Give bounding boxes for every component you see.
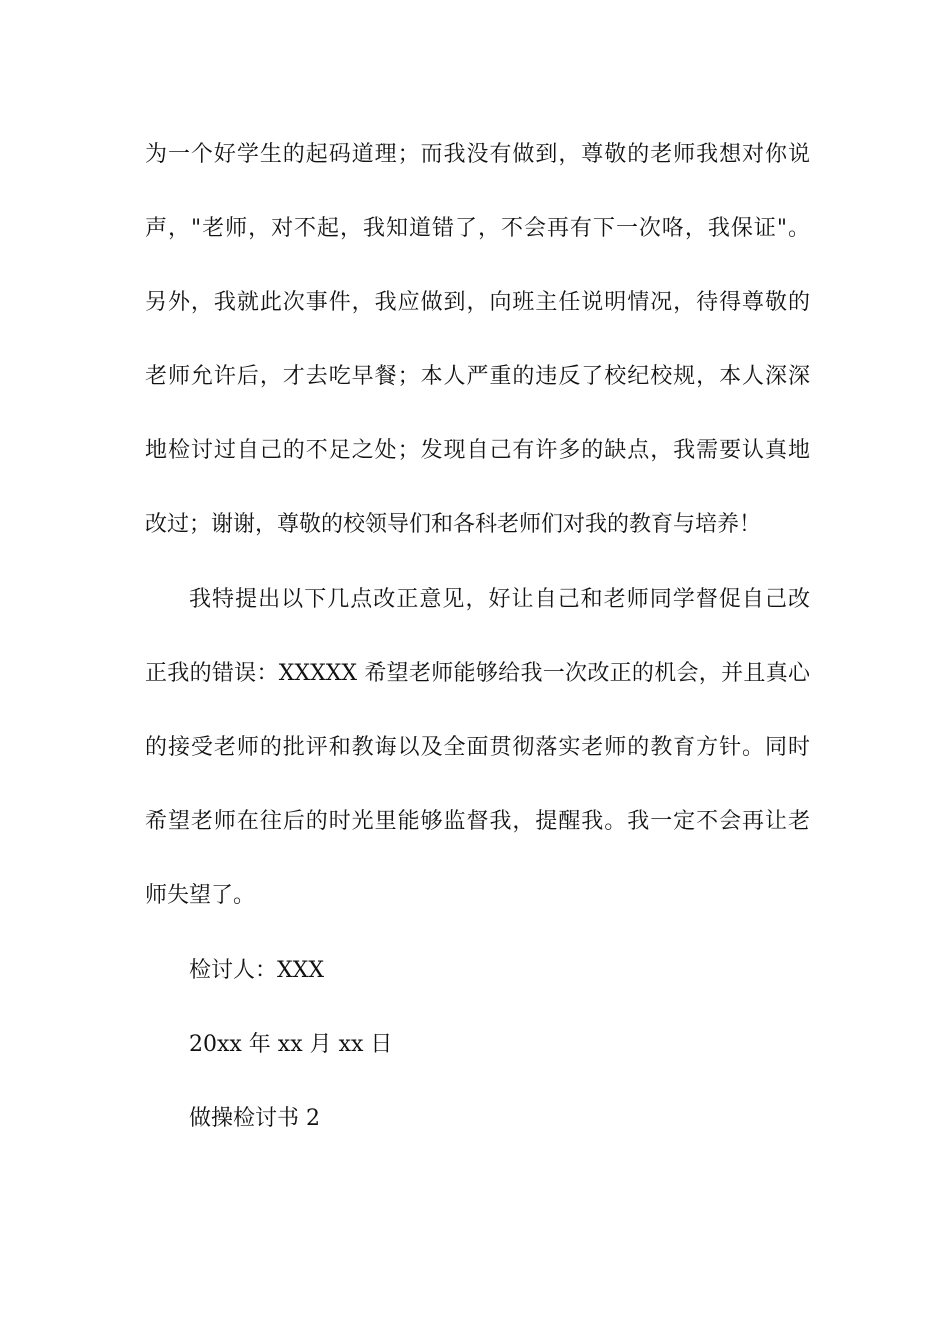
paragraph-line: 老师允许后，才去吃早餐；本人严重的违反了校纪校规，本人深深 <box>145 364 810 389</box>
paragraph-line: 正我的错误：XXXXX 希望老师能够给我一次改正的机会，并且真心 <box>145 661 810 686</box>
date-line: 20xx 年 xx 月 xx 日 <box>189 1032 393 1057</box>
signature-line: 检讨人：XXX <box>189 958 324 983</box>
paragraph-line: 的接受老师的批评和教诲以及全面贯彻落实老师的教育方针。同时 <box>145 735 810 760</box>
next-section-title: 做操检讨书 2 <box>189 1106 320 1131</box>
paragraph-line: 声，"老师，对不起，我知道错了，不会再有下一次咯，我保证"。 <box>145 216 810 241</box>
paragraph-line: 改过；谢谢，尊敬的校领导们和各科老师们对我的教育与培养！ <box>145 512 762 537</box>
paragraph-line: 地检讨过自己的不足之处；发现自己有许多的缺点，我需要认真地 <box>145 438 810 463</box>
paragraph-line: 希望老师在往后的时光里能够监督我，提醒我。我一定不会再让老 <box>145 809 810 834</box>
paragraph-line: 为一个好学生的起码道理；而我没有做到，尊敬的老师我想对你说 <box>145 142 810 167</box>
paragraph-line: 另外，我就此次事件，我应做到，向班主任说明情况，待得尊敬的 <box>145 290 810 315</box>
paragraph-line: 我特提出以下几点改正意见，好让自己和老师同学督促自己改 <box>189 587 810 612</box>
paragraph-line: 师失望了。 <box>145 883 256 908</box>
